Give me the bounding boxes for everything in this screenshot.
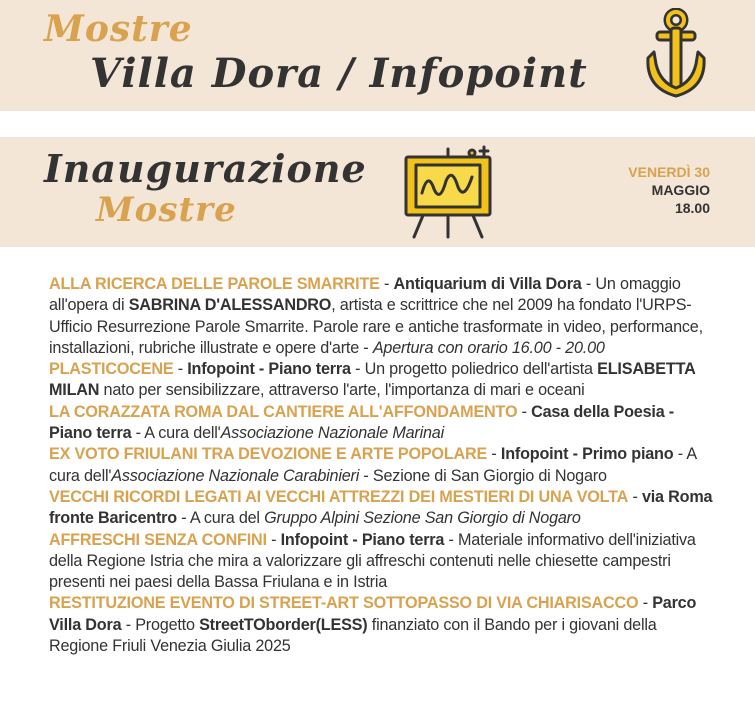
entry-3: LA CORAZZATA ROMA DAL CANTIERE ALL'AFFONDAMENTO - Casa della Poesia - Piano terra - A cura dell'Associazione Nazionale Marinai: [49, 402, 675, 443]
entry-desc: A cura dell': [144, 424, 221, 443]
entry-desc: A cura del: [189, 509, 265, 528]
entry-title: LA CORAZZATA ROMA DAL CANTIERE ALL'AFFONDAMENTO: [49, 402, 518, 421]
entry-7: RESTITUZIONE EVENTO DI STREET-ART SOTTOPASSO DI VIA CHIARISACCO - Parco Villa Dora - Progetto StreetTOborder(LESS) finanziato con il Bando per i giovani della Regione Friuli Venezia Giulia 2025: [49, 594, 697, 656]
entry-organizer: Associazione Nazionale Marinai: [220, 424, 445, 443]
section-title-mostre: Mostre: [96, 190, 237, 230]
event-month: MAGGIO: [651, 182, 710, 198]
entry-desc: nato per sensibilizzare, attraverso l'arte, l'importanza di mari e oceani: [99, 381, 585, 400]
event-time: 18.00: [674, 200, 710, 216]
entry-title: VECCHI RICORDI LEGATI AI VECCHI ATTREZZI DEI MESTIERI DI UNA VOLTA: [49, 487, 629, 506]
event-day: VENERDÌ 30: [628, 164, 710, 180]
entry-location: Infopoint - Piano terra: [280, 530, 445, 549]
entry-desc: finanziato con il Bando per i giovani della Regione Friuli Venezia Giulia 2025: [49, 615, 657, 656]
entry-5: VECCHI RICORDI LEGATI AI VECCHI ATTREZZI DEI MESTIERI DI UNA VOLTA - via Roma fronte Baricentro - A cura del Gruppo Alpini Sezione San Giorgio di Nogaro: [49, 487, 713, 528]
easel-icon: [398, 145, 502, 239]
entry-location: Parco Villa Dora: [49, 594, 697, 634]
entry-desc: Un omaggio all'opera di: [49, 275, 681, 315]
entry-title: EX VOTO FRIULANI TRA DEVOZIONE E ARTE POPOLARE: [49, 445, 488, 464]
entry-location: Antiquarium di Villa Dora: [393, 275, 582, 293]
event-date: [628, 163, 710, 217]
entry-2: PLASTICOCENE - Infopoint - Piano terra - Un progetto poliedrico dell'artista ELISABETTA MILAN nato per sensibilizzare, attraverso l'arte, l'importanza di mari e oceani: [49, 360, 695, 400]
entry-1: ALLA RICERCA DELLE PAROLE SMARRITE - Antiquarium di Villa Dora - Un omaggio all'opera di SABRINA D'ALESSANDRO, artista e scrittrice che nel 2009 ha fondato l'URPS-Ufficio Resurrezione Parole Smarrite. Parole rare e antiche trasformate in video, performance, installazioni, rubriche illustrate e opere d'arte - Apertura con orario 16.00 - 20.00: [49, 275, 703, 357]
entry-desc: A cura dell': [49, 445, 697, 485]
entry-title: ALLA RICERCA DELLE PAROLE SMARRITE: [49, 275, 380, 293]
entry-organizer: Associazione Nazionale Carabinieri: [111, 466, 360, 485]
header-title-venue: Villa Dora / Infopoint: [90, 50, 588, 97]
entry-desc: Progetto: [135, 615, 200, 634]
entry-project: StreetTOborder(LESS): [199, 615, 368, 634]
entry-location: Infopoint - Primo piano: [500, 445, 674, 464]
entry-6: AFFRESCHI SENZA CONFINI - Infopoint - Piano terra - Materiale informativo dell'iniziativa della Regione Istria che mira a valorizzare gli affreschi contenuti nelle chiesette campestri presenti nei paesi della Bassa Friulana e in Istria: [49, 530, 696, 592]
entry-location: Casa della Poesia - Piano terra: [49, 402, 675, 443]
entry-title: PLASTICOCENE: [49, 360, 174, 379]
entry-desc: Un progetto poliedrico dell'artista: [364, 360, 598, 379]
entry-artist: SABRINA D'ALESSANDRO: [128, 296, 332, 315]
entry-4: EX VOTO FRIULANI TRA DEVOZIONE E ARTE POPOLARE - Infopoint - Primo piano - A cura dell'Associazione Nazionale Carabinieri - Sezione di San Giorgio di Nogaro: [49, 445, 697, 485]
entry-title: AFFRESCHI SENZA CONFINI: [49, 530, 267, 549]
entry-desc: - Sezione di San Giorgio di Nogaro: [359, 466, 607, 485]
entry-desc: Materiale informativo dell'iniziativa della Regione Istria che mira a valorizzare gli affreschi contenuti nelle chiesette campestri presenti nei paesi della Bassa Friulana e in Istria: [49, 530, 696, 592]
entry-title: RESTITUZIONE EVENTO DI STREET-ART SOTTOPASSO DI VIA CHIARISACCO: [49, 594, 639, 613]
exhibitions-list: [49, 274, 719, 657]
entry-organizer: Gruppo Alpini Sezione San Giorgio di Nogaro: [264, 509, 581, 528]
entry-artist: ELISABETTA MILAN: [49, 360, 695, 400]
anchor-icon: [640, 8, 712, 100]
section-title-inaugurazione: Inaugurazione: [44, 146, 367, 191]
header-title-mostre: Mostre: [44, 8, 193, 50]
entry-hours: Apertura con orario 16.00 - 20.00: [372, 338, 605, 357]
entry-location: Infopoint - Piano terra: [187, 360, 351, 379]
entry-desc: , artista e scrittrice che nel 2009 ha fondato l'URPS-Ufficio Resurrezione Parole Smarrite. Parole rare e antiche trasformate in video, performance, installazioni, rubriche illustrate e opere d'arte -: [49, 296, 703, 357]
entry-location: via Roma fronte Baricentro: [49, 487, 713, 528]
